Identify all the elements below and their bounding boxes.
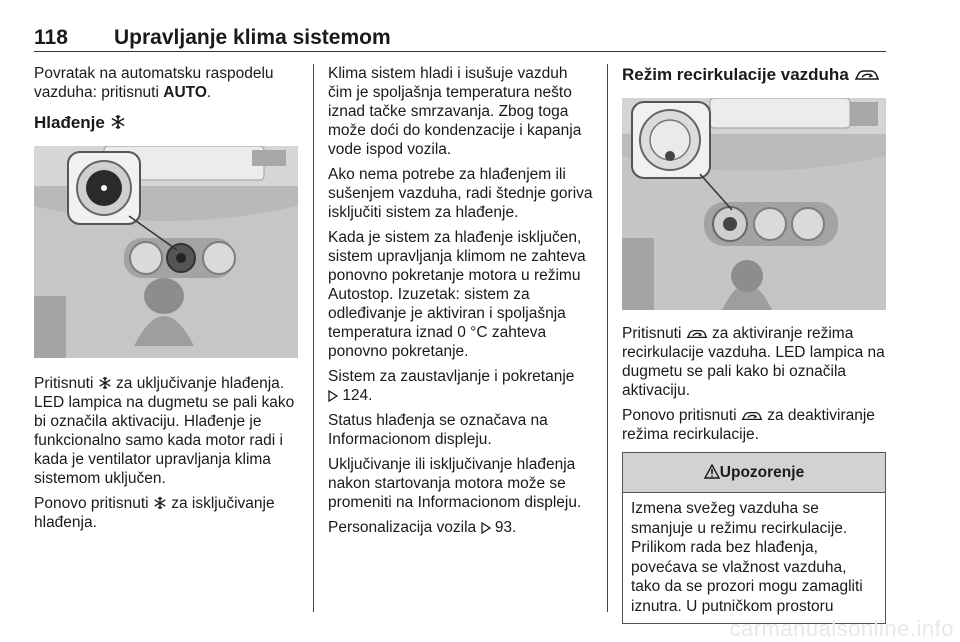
recirculation-car-icon: [854, 68, 880, 82]
triangle-ref-icon: [481, 522, 491, 534]
recirculation-heading: Režim recirkulacije vazduha: [622, 64, 886, 86]
page-reference[interactable]: 93.: [494, 519, 517, 536]
column-3: [622, 64, 886, 624]
column-divider: [607, 64, 608, 612]
snowflake-icon: [110, 114, 126, 130]
column-2: [328, 64, 593, 543]
column-divider: [313, 64, 314, 612]
page-title: Upravljanje klima sistemom: [114, 26, 391, 49]
cooling-button-photo: [34, 146, 298, 358]
recirculation-off-paragraph: Ponovo pritisnuti za deaktiviranje režima recirkulacije.: [622, 407, 875, 443]
paragraph: Uključivanje ili isključivanje hlađenja nakon startovanja motora može se promeniti na Informacionom displeju.: [328, 456, 582, 511]
column-1: [34, 64, 300, 538]
page-header: [34, 26, 886, 52]
warning-text: Izmena svežeg vazduha se smanjuje u režimu recirkulacije. Prilikom rada bez hlađenja, povećava se vlažnost vazduha, tako da se prozori mogu zamagliti iznutra. U putničkom prostoru: [631, 500, 863, 615]
warning-triangle-icon: [704, 464, 720, 479]
cooling-on-paragraph: Pritisnuti za uključivanje hlađenja. LED lampica na dugmetu se pali kako bi označila aktivaciju. Hlađenje je funkcionalno samo kada motor radi i kada je ventilator upravljanja klima sistemom uključen.: [34, 375, 295, 487]
cooling-off-paragraph: Ponovo pritisnuti za isključivanje hlađenja.: [34, 495, 275, 531]
personalization-reference: Personalizacija vozila 93.: [328, 519, 517, 536]
recirculation-car-icon: [686, 328, 708, 340]
triangle-ref-icon: [328, 390, 338, 402]
paragraph: Status hlađenja se označava na Informacionom displeju.: [328, 412, 548, 448]
snowflake-icon: [153, 496, 167, 510]
cooling-heading: Hlađenje: [34, 112, 300, 134]
warning-header: [623, 453, 885, 493]
paragraph: Ako nema potrebe za hlađenjem ili sušenjem vazduha, radi štednje goriva isključiti sistem za hlađenje.: [328, 166, 593, 221]
paragraph: Kada je sistem za hlađenje isključen, sistem upravljanja klimom ne zahteva ponovno pokretanje motora u režimu Autostop. Izuzetak: sistem za odleđivanje je aktiviran i spoljašnja temperatura iznad 0 °C zahteva ponovno pokretanje.: [328, 229, 586, 360]
page-number: 118: [34, 26, 68, 49]
page-reference[interactable]: 124.: [342, 387, 373, 404]
warning-box: [622, 452, 886, 624]
recirculation-button-photo: [622, 98, 886, 310]
warning-title: Upozorenje: [719, 464, 805, 481]
recirculation-car-icon: [741, 410, 763, 422]
intro-paragraph: Povratak na automatsku raspodelu vazduha: pritisnuti AUTO.: [34, 65, 274, 101]
paragraph: Klima sistem hladi i isušuje vazduh čim je spoljašnja temperatura nešto iznad tačke smrzavanja. Zbog toga može doći do kondenzacije i kapanja vode ispod vozila.: [328, 65, 582, 158]
snowflake-icon: [98, 376, 112, 390]
watermark: carmanualsonline.info: [729, 616, 954, 641]
stop-start-reference: Sistem za zaustavljanje i pokretanje 124.: [328, 368, 575, 404]
auto-label: AUTO: [163, 84, 207, 101]
recirculation-on-paragraph: Pritisnuti za aktiviranje režima recirkulacije vazduha. LED lampica na dugmetu se pali kako bi označila aktivaciju.: [622, 325, 885, 399]
